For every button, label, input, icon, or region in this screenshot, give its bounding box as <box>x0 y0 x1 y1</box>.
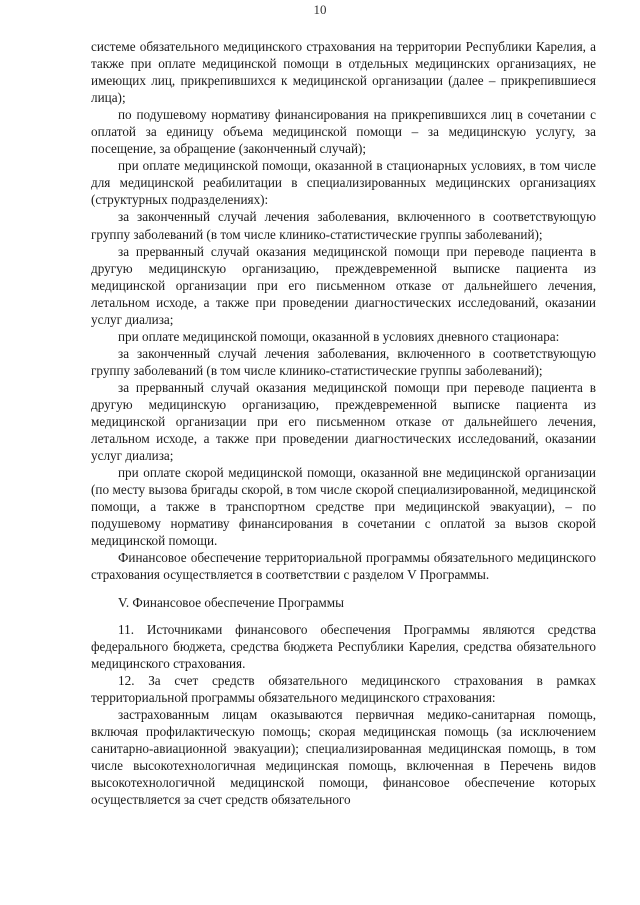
paragraph: 12. За счет средств обязательного медицинского страхования в рамках территориальной программы обязательного медицинского страхования: <box>91 672 596 705</box>
paragraph: по подушевому нормативу финансирования на прикрепившихся лиц в сочетании с оплатой за единицу объема медицинской помощи – за медицинскую услугу, за посещение, за обращение (законченный случай); <box>91 107 596 157</box>
paragraph: Финансовое обеспечение территориальной программы обязательного медицинского страхования осуществляется в соответствии с разделом V Программы. <box>91 550 596 583</box>
document-body <box>91 38 596 808</box>
paragraph: за законченный случай лечения заболевания, включенного в соответствующую группу заболеваний (в том числе клинико-статистические группы заболеваний); <box>91 209 596 242</box>
paragraph: за прерванный случай оказания медицинской помощи при переводе пациента в другую медицинскую организацию, преждевременной выписке пациента из медицинской организации при его письменном отказе от дальнейшего лечения, летальном исходе, а также при проведении диагностических исследований, оказании услуг диализа; <box>91 243 596 327</box>
section-heading: V. Финансовое обеспечение Программы <box>118 594 344 610</box>
paragraph: системе обязательного медицинского страхования на территории Республики Карелия, а также при оплате медицинской помощи в отдельных медицинских организациях, не имеющих лиц, прикрепившихся к медицинской организации (далее – прикрепившиеся лица); <box>91 39 596 106</box>
page-number: 10 <box>313 2 327 17</box>
paragraph: при оплате медицинской помощи, оказанной в условиях дневного стационара: <box>118 328 560 344</box>
paragraph: за прерванный случай оказания медицинской помощи при переводе пациента в другую медицинскую организацию, преждевременной выписке пациента из медицинской организации при его письменном отказе от дальнейшего лечения, летальном исходе, а также при проведении диагностических исследований, оказании услуг диализа; <box>91 379 596 464</box>
paragraph: 11. Источниками финансового обеспечения Программы являются средства федерального бюджета, средства бюджета Республики Карелия, средства обязательного медицинского страхования. <box>91 621 596 671</box>
paragraph: при оплате скорой медицинской помощи, оказанной вне медицинской организации (по месту вызова бригады скорой, в том числе скорой специализированной, медицинской помощи, а также в транспортном средстве при медицинской эвакуации), – по подушевому нормативу финансирования в сочетании с оплатой за вызов скорой медицинской помощи. <box>91 465 596 549</box>
paragraph: при оплате медицинской помощи, оказанной в стационарных условиях, в том числе для медицинской реабилитации в специализированных медицинских организациях (структурных подразделениях): <box>91 158 596 208</box>
paragraph: за законченный случай лечения заболевания, включенного в соответствующую группу заболеваний (в том числе клинико-статистические группы заболеваний); <box>91 345 596 378</box>
paragraph: застрахованным лицам оказываются первичная медико-санитарная помощь, включая профилактическую помощь; скорая медицинская помощь (за исключением санитарно-авиационной эвакуации); специализированная медицинская помощь, в том числе высокотехнологичная медицинская помощь, включенная в Перечень видов высокотехнологичной медицинской помощи, финансовое обеспечение которых осуществляется за счет средств обязательного <box>91 706 596 808</box>
